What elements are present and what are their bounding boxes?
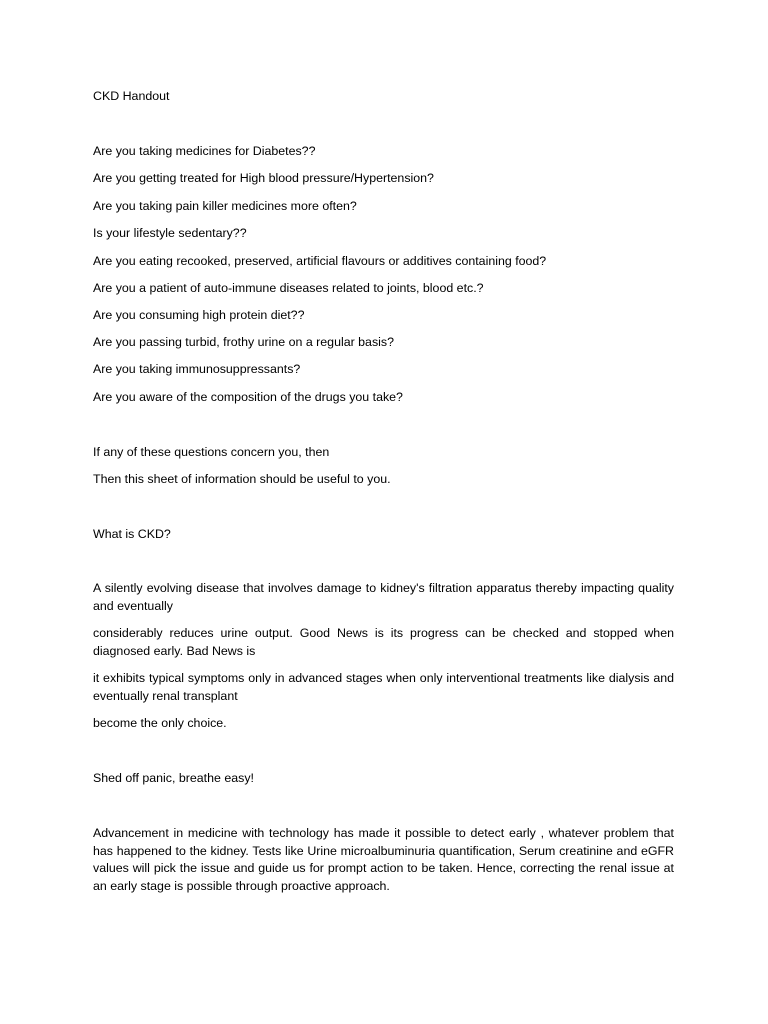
advancement-paragraph: Advancement in medicine with technology has made it possible to detect early , whatever problem that has happened to the kidney. Tests like Urine microalbuminuria quantification, Serum creatinine and eGFR values will pick the issue and guide us for prompt action to be taken. Hence, correcting the renal issue at an early stage is possible through proactive approach.: [93, 826, 674, 893]
question-item: Are you aware of the composition of the drugs you take?: [93, 390, 403, 404]
question-item: Are you getting treated for High blood pressure/Hypertension?: [93, 171, 434, 185]
section-heading: Shed off panic, breathe easy!: [93, 771, 254, 785]
question-item: Are you a patient of auto-immune diseases related to joints, blood etc.?: [93, 281, 484, 295]
question-item: Are you passing turbid, frothy urine on a regular basis?: [93, 335, 394, 349]
section-heading: What is CKD?: [93, 527, 171, 541]
document-title: CKD Handout: [93, 89, 170, 103]
question-item: Are you eating recooked, preserved, artificial flavours or additives containing food?: [93, 254, 547, 268]
concern-line: Then this sheet of information should be useful to you.: [93, 472, 391, 486]
question-item: Are you taking medicines for Diabetes??: [93, 144, 316, 158]
question-item: Are you taking pain killer medicines more often?: [93, 199, 357, 213]
question-item: Are you consuming high protein diet??: [93, 308, 305, 322]
concern-line: If any of these questions concern you, then: [93, 445, 330, 459]
question-item: Are you taking immunosuppressants?: [93, 362, 301, 376]
definition-paragraph: considerably reduces urine output. Good News is its progress can be checked and stopped when diagnosed early. Bad News is: [93, 626, 674, 658]
question-item: Is your lifestyle sedentary??: [93, 226, 247, 240]
definition-paragraph: become the only choice.: [93, 716, 227, 730]
definition-paragraph: it exhibits typical symptoms only in advanced stages when only interventional treatments like dialysis and eventually renal transplant: [93, 671, 674, 703]
definition-paragraph: A silently evolving disease that involves damage to kidney's filtration apparatus thereby impacting quality and eventually: [93, 581, 674, 613]
